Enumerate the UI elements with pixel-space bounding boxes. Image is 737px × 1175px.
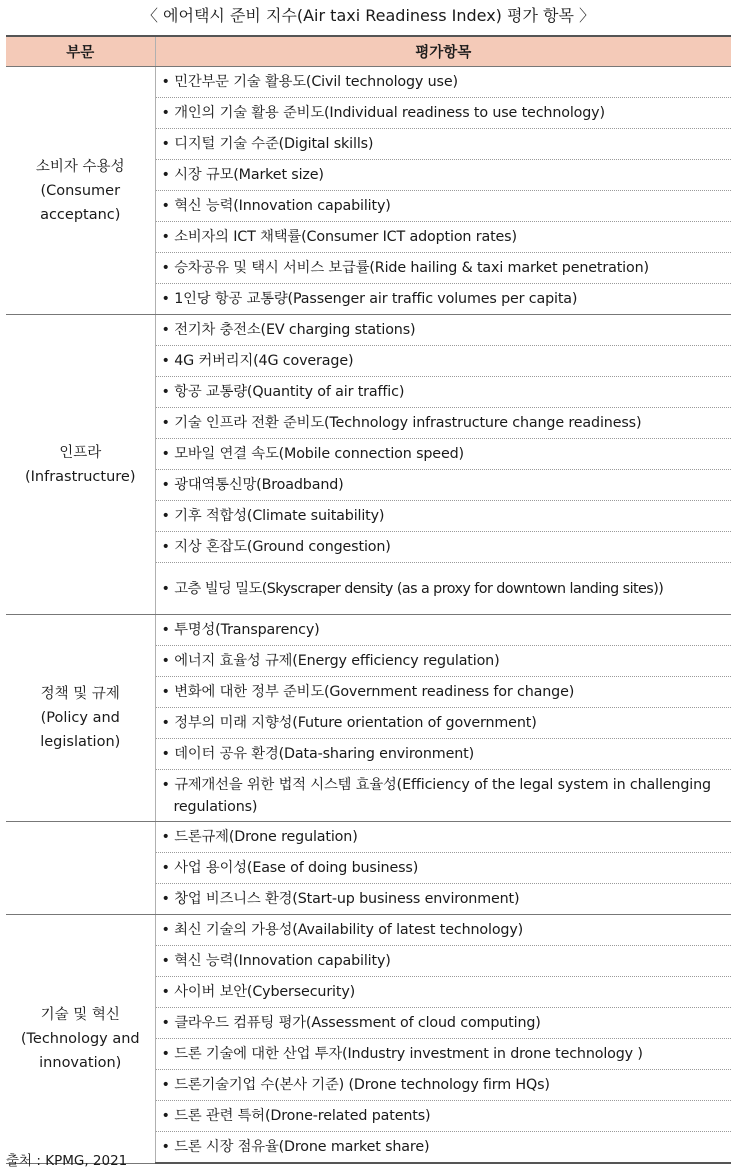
list-item	[155, 253, 731, 284]
bullet-icon: •	[161, 1108, 175, 1124]
bullet-icon: •	[161, 684, 175, 700]
list-item	[155, 822, 731, 853]
item-text: 기술 인프라 전환 준비도(Technology infrastructure change readiness)	[174, 415, 642, 431]
bullet-icon: •	[161, 746, 175, 762]
bullet-icon: •	[161, 653, 175, 669]
bullet-icon: •	[161, 384, 175, 400]
table-body	[6, 67, 731, 1164]
item-text: 정부의 미래 지향성(Future orientation of government)	[174, 715, 537, 731]
list-item	[155, 1039, 731, 1070]
bullet-icon: •	[161, 229, 175, 245]
bullet-icon: •	[161, 446, 175, 462]
category-label-line: (Technology and	[20, 1030, 140, 1047]
category-label-line: innovation)	[39, 1054, 122, 1071]
bullet-icon: •	[161, 539, 175, 555]
list-item	[155, 708, 731, 739]
list-item	[155, 1008, 731, 1039]
bullet-icon: •	[161, 829, 175, 845]
bullet-icon: •	[161, 477, 175, 493]
bullet-icon: •	[161, 1046, 175, 1062]
item-text: 사이버 보안(Cybersecurity)	[174, 984, 356, 1000]
list-item	[155, 677, 731, 708]
list-item	[155, 770, 731, 822]
header-category: 부문	[6, 36, 155, 67]
item-text: 혁신 능력(Innovation capability)	[174, 198, 391, 214]
list-item	[155, 67, 731, 98]
item-text: 드론 관련 특허(Drone-related patents)	[174, 1108, 431, 1124]
bullet-icon: •	[161, 715, 175, 731]
table-row	[6, 822, 731, 853]
category-cell	[6, 615, 155, 822]
list-item	[155, 98, 731, 129]
item-text: 투명성(Transparency)	[174, 622, 320, 638]
category-label-line: 소비자 수용성	[35, 158, 125, 175]
bullet-icon: •	[161, 1015, 175, 1031]
list-item	[155, 1132, 731, 1164]
source-note: 출처 : KPMG, 2021	[6, 1153, 128, 1169]
item-text: 승차공유 및 택시 서비스 보급률(Ride hailing & taxi market penetration)	[174, 260, 649, 276]
bullet-icon: •	[161, 291, 175, 307]
item-text: 창업 비즈니스 환경(Start-up business environment)	[174, 891, 520, 907]
item-text: 클라우드 컴퓨팅 평가(Assessment of cloud computing)	[174, 1015, 541, 1031]
bullet-icon: •	[161, 1139, 175, 1155]
bullet-icon: •	[161, 860, 175, 876]
list-item	[155, 408, 731, 439]
item-text: 규제개선을 위한 법적 시스템 효율성(Efficiency of the legal system in challenging regulations)	[173, 776, 711, 815]
list-item	[155, 532, 731, 563]
list-item	[155, 884, 731, 915]
item-text: 사업 용이성(Ease of doing business)	[174, 860, 419, 876]
category-label-line: legislation)	[40, 734, 121, 750]
list-item	[155, 191, 731, 222]
item-text: 소비자의 ICT 채택률(Consumer ICT adoption rates)	[174, 229, 517, 245]
category-label-line: (Policy and	[40, 710, 120, 726]
item-text: 변화에 대한 정부 준비도(Government readiness for change)	[174, 684, 575, 700]
category-label-line: 인프라	[59, 444, 102, 461]
category-cell	[6, 822, 155, 915]
item-text: 데이터 공유 환경(Data-sharing environment)	[174, 746, 475, 762]
bullet-icon: •	[161, 105, 175, 121]
bullet-icon: •	[161, 922, 175, 938]
list-item	[155, 346, 731, 377]
table-header-row	[6, 36, 731, 67]
list-item	[155, 377, 731, 408]
bullet-icon: •	[161, 776, 175, 793]
bullet-icon: •	[161, 74, 175, 90]
category-cell	[6, 915, 155, 1164]
list-item	[155, 222, 731, 253]
list-item	[155, 129, 731, 160]
bullet-icon: •	[161, 953, 175, 969]
list-item	[155, 470, 731, 501]
item-text: 1인당 항공 교통량(Passenger air traffic volumes per capita)	[174, 291, 578, 307]
bullet-icon: •	[161, 136, 175, 152]
list-item	[155, 1101, 731, 1132]
item-text: 전기차 충전소(EV charging stations)	[174, 322, 416, 338]
list-item	[155, 1070, 731, 1101]
category-label-line: acceptanc)	[40, 206, 121, 223]
item-text: 기후 적합성(Climate suitability)	[174, 508, 385, 524]
list-item	[155, 315, 731, 346]
item-text: 최신 기술의 가용성(Availability of latest technology)	[174, 922, 524, 938]
list-item	[155, 439, 731, 470]
bullet-icon: •	[161, 580, 175, 597]
list-item	[155, 646, 731, 677]
category-label-line: 정책 및 규제	[40, 686, 120, 702]
bullet-icon: •	[161, 353, 175, 369]
item-text: 항공 교통량(Quantity of air traffic)	[174, 384, 405, 400]
list-item	[155, 615, 731, 646]
category-label-line: 기술 및 혁신	[40, 1006, 120, 1023]
item-text: 에너지 효율성 규제(Energy efficiency regulation)	[174, 653, 500, 669]
bullet-icon: •	[161, 622, 175, 638]
table-row	[6, 315, 731, 346]
bullet-icon: •	[161, 198, 175, 214]
table-row	[6, 67, 731, 98]
item-text: 개인의 기술 활용 준비도(Individual readiness to use technology)	[174, 105, 605, 121]
air-taxi-readiness-table	[6, 35, 731, 1164]
bullet-icon: •	[161, 415, 175, 431]
item-text: 시장 규모(Market size)	[174, 167, 324, 183]
header-items: 평가항목	[155, 36, 731, 67]
item-text: 모바일 연결 속도(Mobile connection speed)	[174, 446, 464, 462]
bullet-icon: •	[161, 508, 175, 524]
list-item	[155, 739, 731, 770]
list-item	[155, 853, 731, 884]
list-item	[155, 946, 731, 977]
table-title: 〈 에어택시 준비 지수(Air taxi Readiness Index) 평가 항목 〉	[141, 6, 596, 25]
category-cell	[6, 67, 155, 315]
item-text: 고층 빌딩 밀도(Skyscraper density (as a proxy for downtown landing sites))	[174, 580, 664, 597]
list-item	[155, 160, 731, 191]
category-label-line: (Consumer	[40, 182, 121, 199]
item-text: 드론기술기업 수(본사 기준) (Drone technology firm HQs)	[174, 1077, 550, 1093]
category-label-line: (Infrastructure)	[24, 468, 136, 485]
item-text: 드론 시장 점유율(Drone market share)	[174, 1139, 430, 1155]
bullet-icon: •	[161, 322, 175, 338]
item-text: 광대역통신망(Broadband)	[174, 477, 344, 493]
list-item	[155, 563, 731, 615]
item-text: 민간부문 기술 활용도(Civil technology use)	[174, 74, 458, 90]
bullet-icon: •	[161, 891, 175, 907]
table-row	[6, 615, 731, 646]
bullet-icon: •	[161, 167, 175, 183]
list-item	[155, 915, 731, 946]
item-text: 지상 혼잡도(Ground congestion)	[174, 539, 391, 555]
item-text: 드론규제(Drone regulation)	[174, 829, 358, 845]
bullet-icon: •	[161, 260, 175, 276]
item-text: 디지털 기술 수준(Digital skills)	[174, 136, 374, 152]
item-text: 드론 기술에 대한 산업 투자(Industry investment in drone technology )	[174, 1046, 643, 1062]
bullet-icon: •	[161, 984, 175, 1000]
item-text: 혁신 능력(Innovation capability)	[174, 953, 391, 969]
table-row	[6, 915, 731, 946]
item-text: 4G 커버리지(4G coverage)	[174, 353, 354, 369]
category-cell	[6, 315, 155, 615]
list-item	[155, 501, 731, 532]
list-item	[155, 977, 731, 1008]
list-item	[155, 284, 731, 315]
bullet-icon: •	[161, 1077, 175, 1093]
